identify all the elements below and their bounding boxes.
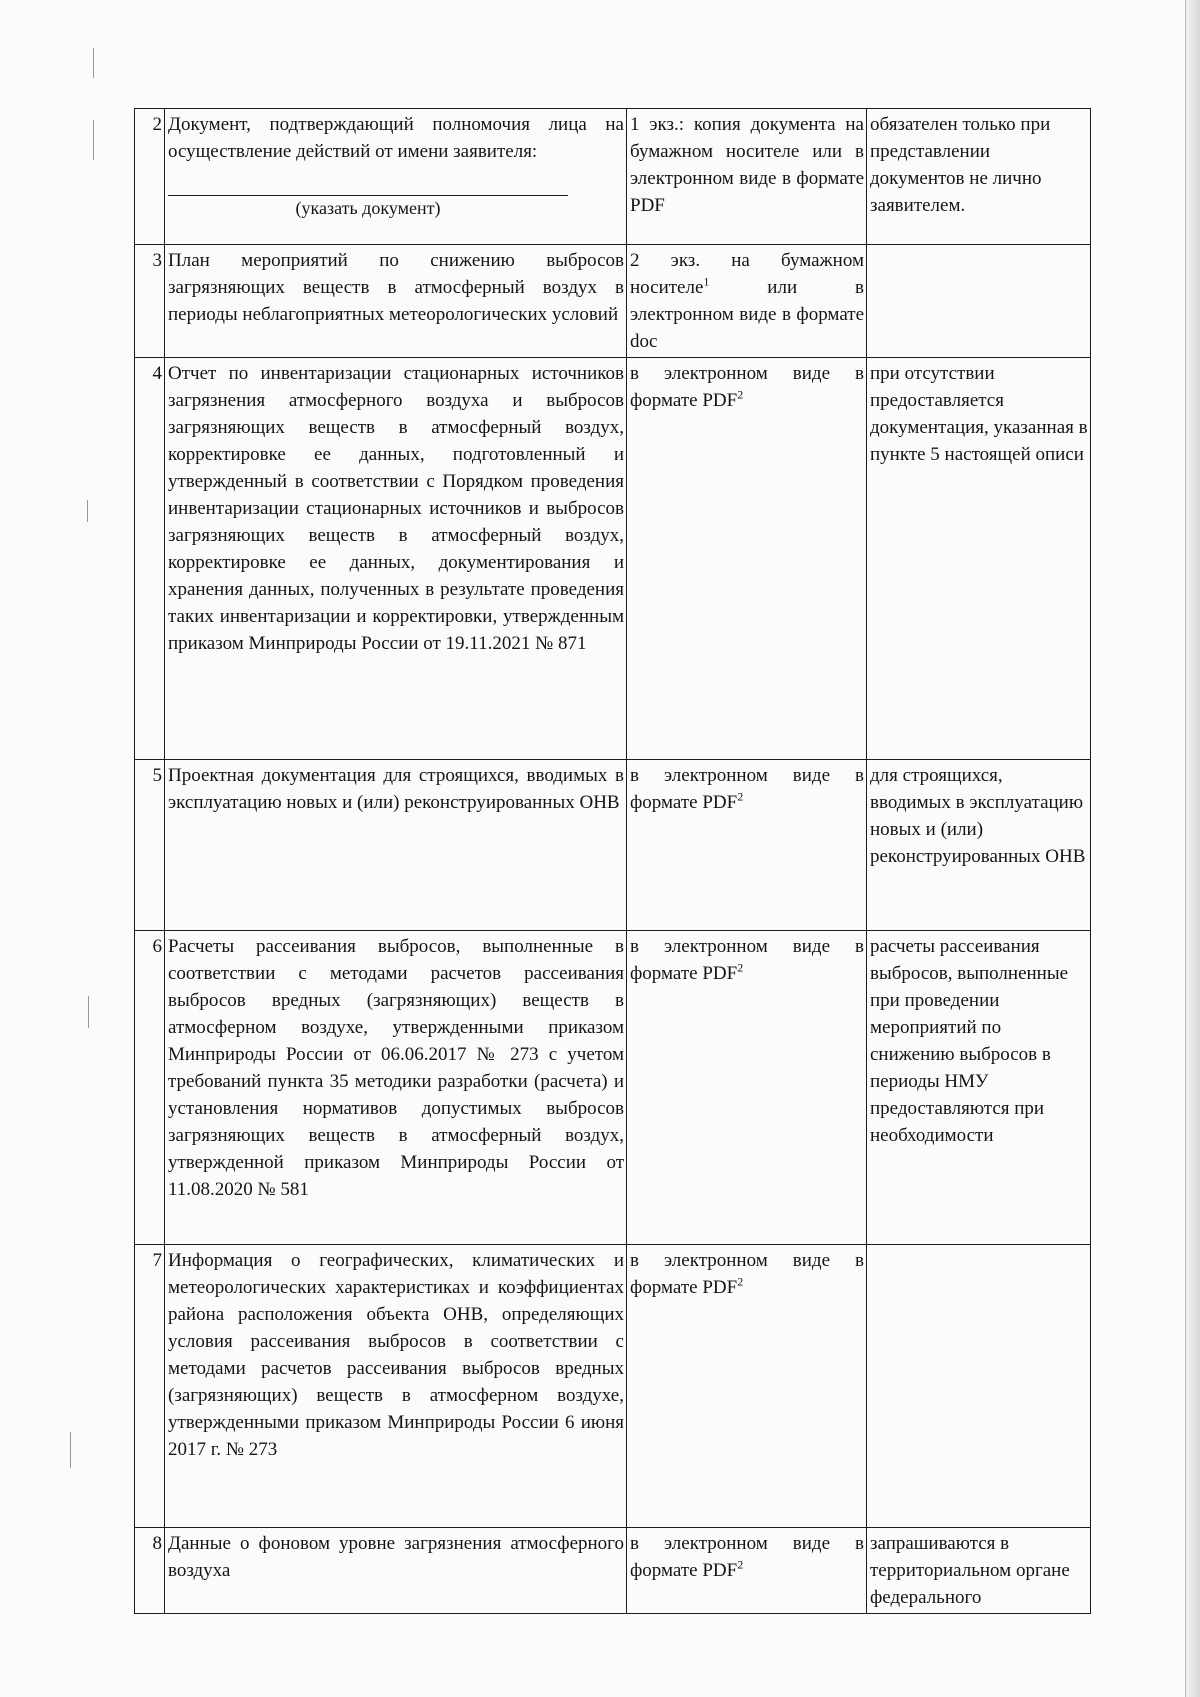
submission-form-text: в электронном виде в формате PDF xyxy=(630,1533,864,1581)
document-description: План мероприятий по снижению выбросов загрязняющих веществ в атмосферный воздух в периоды неблагоприятных метеорологических условий xyxy=(165,245,627,358)
row-note: при отсутствии предоставляется документация, указанная в пункте 5 настоящей описи xyxy=(867,358,1091,760)
document-description-text: Документ, подтверждающий полномочия лица на осуществление действий от имени заявителя: xyxy=(168,114,624,162)
row-note: запрашиваются в территориальном органе федерального xyxy=(867,1528,1091,1614)
scan-margin-mark xyxy=(87,500,88,522)
submission-form: 1 экз.: копия документа на бумажном носителе или в электронном виде в формате PDF xyxy=(627,109,867,245)
table-row xyxy=(135,760,1091,931)
row-note xyxy=(867,245,1091,358)
row-note: обязателен только при представлении документов не лично заявителем. xyxy=(867,109,1091,245)
submission-form xyxy=(627,760,867,931)
scan-margin-mark xyxy=(88,996,89,1028)
document-description: Информация о географических, климатических и метеорологических характеристиках и коэффициентах района расположения объекта ОНВ, определяющих условия рассеивания выбросов в соответствии с методами расчетов рассеивания выбросов вредных (загрязняющих) веществ в атмосферном воздухе, утвержденными приказом Минприроды России 6 июня 2017 г. № 273 xyxy=(165,1245,627,1528)
document-description: Отчет по инвентаризации стационарных источников загрязнения атмосферного воздуха и выбросов загрязняющих веществ в атмосферный воздух, корректировке ее данных, подготовленный и утвержденный в соответствии с Порядком проведения инвентаризации стационарных источников и выбросов загрязняющих веществ в атмосферный воздух, корректировке ее данных, документирования и хранения данных, полученных в результате проведения таких инвентаризации и корректировки, утвержденным приказом Минприроды России от 19.11.2021 № 871 xyxy=(165,358,627,760)
submission-form xyxy=(627,931,867,1245)
submission-form xyxy=(627,245,867,358)
footnote-marker: 2 xyxy=(737,789,744,804)
document-description: Расчеты рассеивания выбросов, выполненные в соответствии с методами расчетов рассеивания выбросов вредных (загрязняющих) веществ в атмосферном воздухе, утвержденными приказом Минприроды России от 06.06.2017 № 273 с учетом требований пункта 35 методики разработки (расчета) и установления нормативов допустимых выбросов загрязняющих веществ в атмосферный воздух, утвержденной приказом Минприроды России от 11.08.2020 № 581 xyxy=(165,931,627,1245)
footnote-marker: 2 xyxy=(737,1557,744,1572)
submission-form xyxy=(627,1245,867,1528)
table-row xyxy=(135,245,1091,358)
scan-margin-mark xyxy=(93,120,94,160)
footnote-marker: 2 xyxy=(737,960,744,975)
submission-form-text: в электронном виде в формате PDF xyxy=(630,1250,864,1298)
document-inventory-table xyxy=(134,108,1091,1614)
submission-form xyxy=(627,358,867,760)
field-caption: (указать документ) xyxy=(295,198,441,218)
footnote-marker: 2 xyxy=(737,1274,744,1289)
submission-form-text: в электронном виде в формате PDF xyxy=(630,363,864,411)
row-number: 8 xyxy=(135,1528,165,1614)
footnote-marker: 1 xyxy=(703,274,710,289)
row-note: для строящихся, вводимых в эксплуатацию новых и (или) реконструированных ОНВ xyxy=(867,760,1091,931)
submission-form xyxy=(627,1528,867,1614)
footnote-marker: 2 xyxy=(737,387,744,402)
row-note: расчеты рассеивания выбросов, выполненные при проведении мероприятий по снижению выбросов в периоды НМУ предоставляются при необходимости xyxy=(867,931,1091,1245)
row-number: 4 xyxy=(135,358,165,760)
table-row xyxy=(135,1528,1091,1614)
row-number: 5 xyxy=(135,760,165,931)
table-row xyxy=(135,358,1091,760)
row-number: 6 xyxy=(135,931,165,1245)
table-row xyxy=(135,1245,1091,1528)
submission-form-text-tail: или в электронном виде в формате doc xyxy=(630,277,864,352)
scan-margin-mark xyxy=(70,1432,71,1468)
scan-margin-mark xyxy=(93,48,94,78)
document-description: Данные о фоновом уровне загрязнения атмосферного воздуха xyxy=(165,1528,627,1614)
row-number: 2 xyxy=(135,109,165,245)
document-description: Проектная документация для строящихся, вводимых в эксплуатацию новых и (или) реконструированных ОНВ xyxy=(165,760,627,931)
row-note xyxy=(867,1245,1091,1528)
table-row xyxy=(135,931,1091,1245)
table-row xyxy=(135,109,1091,245)
row-number: 3 xyxy=(135,245,165,358)
scan-page-edge xyxy=(1185,0,1200,1697)
row-number: 7 xyxy=(135,1245,165,1528)
document-description xyxy=(165,109,627,245)
submission-form-text: в электронном виде в формате PDF xyxy=(630,936,864,984)
submission-form-text: в электронном виде в формате PDF xyxy=(630,765,864,813)
submission-form-text: 2 экз. на бумажном носителе xyxy=(630,250,864,298)
blank-fill-line xyxy=(168,169,568,196)
